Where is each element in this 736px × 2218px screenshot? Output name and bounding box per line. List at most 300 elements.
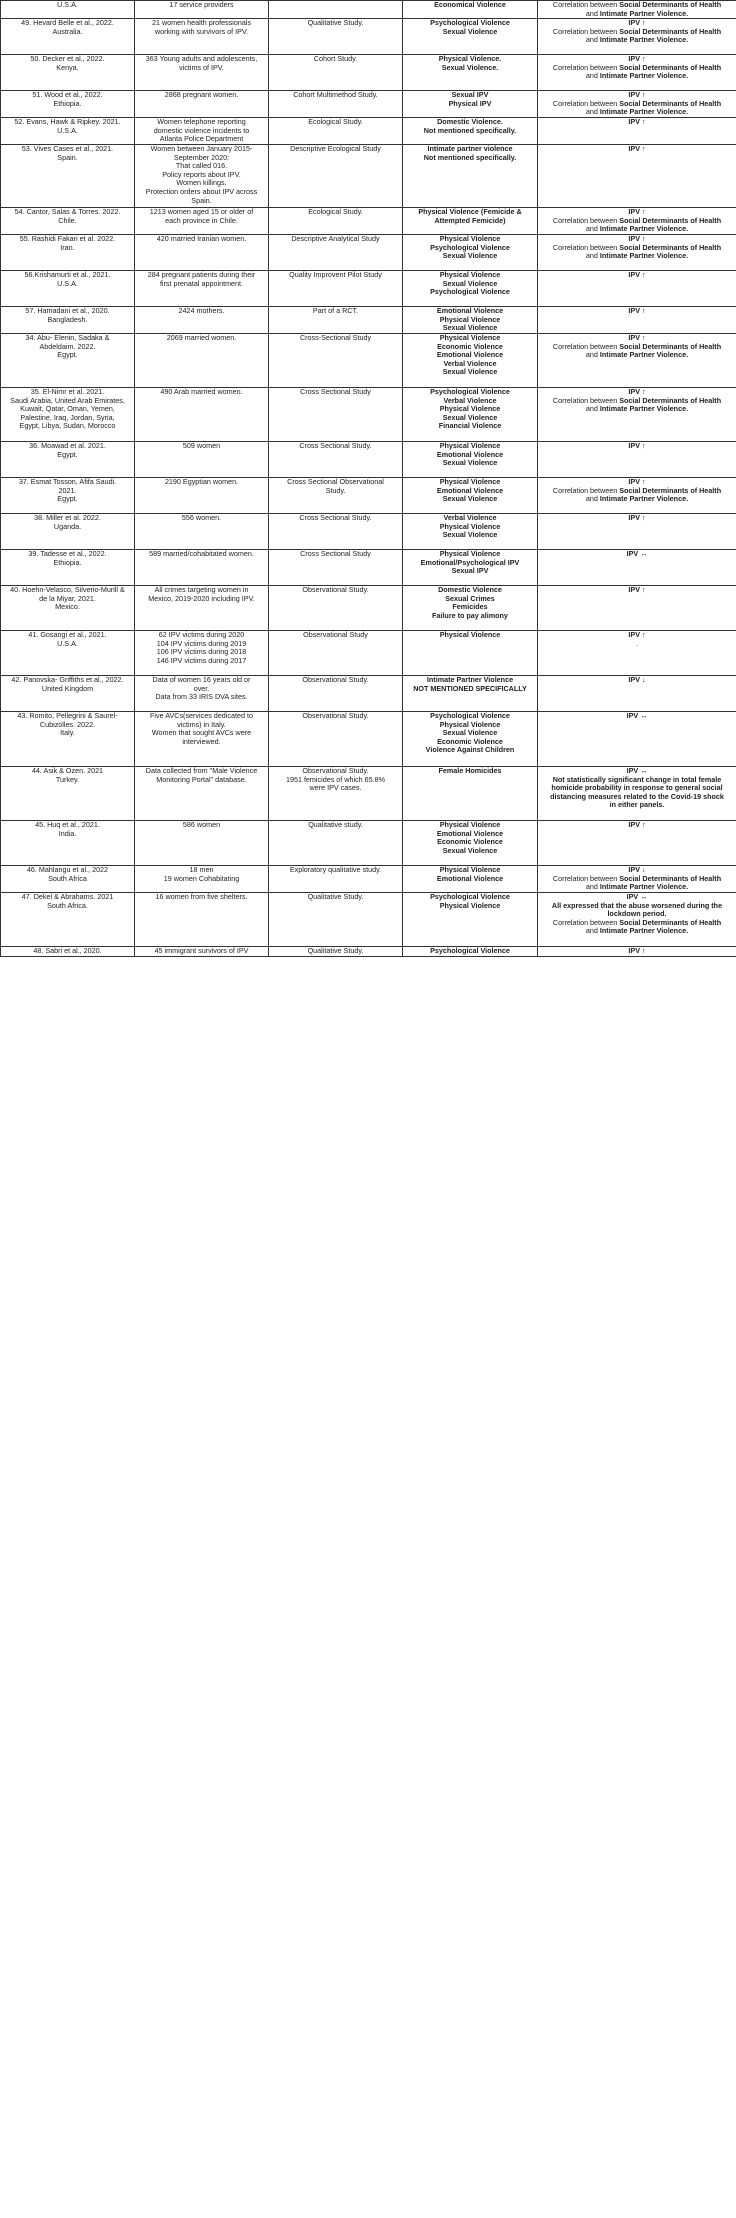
design-cell-line: Cross Sectional Study xyxy=(300,387,371,396)
design-cell-line: Cross Sectional Observational xyxy=(287,477,384,486)
table-row xyxy=(1,19,736,55)
study-cell xyxy=(1,711,135,766)
design-cell xyxy=(269,270,403,306)
study-cell-line: 53. Vives Cases et al., 2021. xyxy=(21,144,114,153)
sample-cell xyxy=(135,306,269,333)
correlation-ipv: Intimate Partner Violence. xyxy=(599,71,689,81)
violence-cell-line: Sexual Violence xyxy=(442,458,498,468)
correlation-and: and xyxy=(585,251,600,261)
sample-cell-line: 2868 pregnant women. xyxy=(164,90,239,100)
study-cell-line: 42. Panovska- Griffiths et al., 2022. xyxy=(11,675,124,684)
violence-cell-line: Physical Violence xyxy=(439,441,501,450)
design-cell xyxy=(269,19,403,55)
sample-cell-line: 589 married/cohabitated women. xyxy=(149,549,254,558)
violence-cell xyxy=(403,711,538,766)
violence-cell-line: Physical Violence xyxy=(439,333,501,342)
table-row xyxy=(1,306,736,333)
ipv-change-indicator: IPV ↑ xyxy=(628,820,646,829)
study-cell-line: Ethiopia. xyxy=(53,98,82,108)
sample-cell-line: 420 married Iranian women. xyxy=(156,234,247,243)
correlation-prefix: Correlation between xyxy=(552,341,620,351)
ipv-change-indicator: IPV ↑ xyxy=(628,90,646,100)
study-cell-line: 55. Rashidi Fakari et al. 2022. xyxy=(19,234,116,243)
violence-cell-line: Failure to pay alimony xyxy=(432,610,508,620)
violence-cell-line: Sexual Violence xyxy=(442,323,498,333)
violence-cell-line: Psychological Violence xyxy=(430,387,510,396)
study-cell-line: Egypt, Libya, Sudan, Morocco xyxy=(19,421,116,431)
violence-cell xyxy=(403,946,538,956)
study-cell-line: Italy. xyxy=(60,728,75,738)
ipv-change-indicator: IPV ↑ xyxy=(628,306,646,315)
study-cell-line: India. xyxy=(58,828,77,838)
violence-cell xyxy=(403,513,538,549)
correlation-and: and xyxy=(585,107,600,117)
correlation-and: and xyxy=(585,494,600,504)
violence-cell xyxy=(403,477,538,513)
ipv-change-indicator: IPV ↑ xyxy=(628,207,646,216)
correlation-ipv: Intimate Partner Violence. xyxy=(599,251,689,261)
sample-cell xyxy=(135,144,269,207)
sample-cell xyxy=(135,766,269,820)
sample-cell xyxy=(135,333,269,387)
sample-cell-line: Atlanta Police Department xyxy=(159,134,244,144)
correlation-note xyxy=(540,487,734,504)
violence-cell-line: Sexual IPV xyxy=(451,90,489,100)
study-cell xyxy=(1,892,135,946)
study-cell xyxy=(1,1,135,19)
design-cell xyxy=(269,55,403,91)
study-cell-line: 41. Gosangi et al., 2021. xyxy=(28,630,107,639)
sample-cell xyxy=(135,234,269,270)
ipv-change-cell xyxy=(538,306,736,333)
correlation-and: and xyxy=(585,882,600,892)
violence-cell-line: Physical Violence xyxy=(439,549,501,558)
violence-cell xyxy=(403,333,538,387)
correlation-note xyxy=(540,875,734,892)
violence-cell-line: Sexual Violence xyxy=(442,412,498,422)
violence-cell xyxy=(403,865,538,892)
violence-cell-line: NOT MENTIONED SPECIFICALLY xyxy=(413,683,527,693)
violence-cell-line: Violence Against Children xyxy=(425,745,515,755)
ipv-change-indicator: IPV ↑ xyxy=(628,630,646,639)
design-cell-line: Cross-Sectional Study xyxy=(299,333,372,342)
study-cell-line: Kuwait, Qatar, Oman, Yemen, xyxy=(20,404,115,414)
study-cell xyxy=(1,55,135,91)
table-row xyxy=(1,117,736,144)
design-cell-line: Cohort Study. xyxy=(313,54,358,64)
violence-cell-line: Physical Violence xyxy=(439,900,501,910)
study-cell xyxy=(1,387,135,441)
violence-cell xyxy=(403,585,538,630)
sample-cell-line: 104 IPV victims during 2019 xyxy=(156,638,247,648)
design-cell xyxy=(269,477,403,513)
study-cell-line: Cubizolles. 2022. xyxy=(39,719,96,729)
ipv-change-cell xyxy=(538,766,736,820)
sample-cell-line: victims of IPV. xyxy=(179,62,224,72)
violence-cell-line: Not mentioned specifically. xyxy=(423,152,517,162)
ipv-change-indicator: IPV ↑ xyxy=(628,585,646,594)
ipv-change-indicator: IPV ↑ xyxy=(628,117,646,126)
sample-cell-line: 18 men xyxy=(189,865,214,874)
sample-cell-line: 2190 Egyptian women. xyxy=(164,477,239,486)
design-cell xyxy=(269,1,403,19)
ipv-change-indicator: IPV ↔ xyxy=(626,549,648,558)
sample-cell-line: 284 pregnant patients during their xyxy=(147,270,256,279)
correlation-and: and xyxy=(585,404,600,414)
design-cell xyxy=(269,711,403,766)
study-cell-line: 51. Wood et al., 2022. xyxy=(32,90,103,100)
design-cell xyxy=(269,946,403,956)
study-cell xyxy=(1,306,135,333)
ipv-change-indicator: IPV ↑ xyxy=(628,946,646,955)
sample-cell-line: 19 women Cohabitating xyxy=(163,873,240,883)
violence-cell xyxy=(403,234,538,270)
violence-cell-line: Verbal Violence xyxy=(443,513,497,522)
ipv-change-cell xyxy=(538,91,736,118)
study-cell-line: Iran. xyxy=(60,242,75,252)
violence-cell xyxy=(403,820,538,865)
study-cell-line: 50. Decker et al., 2022. xyxy=(30,54,105,64)
violence-cell-line: Economic Violence xyxy=(437,736,503,746)
design-cell xyxy=(269,91,403,118)
violence-cell-line: Emotional Violence xyxy=(436,828,504,838)
violence-cell xyxy=(403,1,538,19)
design-cell-line: Quality Improvent Pilot Study xyxy=(289,270,382,279)
design-cell xyxy=(269,892,403,946)
sample-cell-line: 490 Arab married women. xyxy=(160,387,243,396)
sample-cell-line: domestic violence incidents to xyxy=(153,125,250,135)
study-cell-line: U.S.A. xyxy=(57,125,78,135)
study-cell xyxy=(1,441,135,477)
violence-cell-line: Physical Violence xyxy=(439,404,501,414)
violence-cell-line: Economic Violence xyxy=(437,341,503,351)
sample-cell-line: Data from 33 IRIS DVA sites. xyxy=(155,692,248,702)
sample-cell-line: Policy reports about IPV. xyxy=(162,169,241,179)
correlation-ipv: Intimate Partner Violence. xyxy=(599,8,689,18)
study-cell-line: Egypt. xyxy=(57,449,78,459)
violence-cell xyxy=(403,19,538,55)
violence-cell xyxy=(403,144,538,207)
ipv-change-cell xyxy=(538,892,736,946)
violence-cell xyxy=(403,387,538,441)
correlation-ipv: Intimate Partner Violence. xyxy=(599,882,689,892)
violence-cell xyxy=(403,441,538,477)
sample-cell xyxy=(135,513,269,549)
ipv-note-line: lockdown period. xyxy=(607,909,667,919)
design-cell-line: Observational Study xyxy=(303,630,368,639)
sample-cell xyxy=(135,270,269,306)
violence-cell-line: Economic Violence xyxy=(437,837,503,847)
violence-cell-line: Physical IPV xyxy=(448,98,492,108)
study-cell-line: Chile. xyxy=(58,215,77,225)
sample-cell-line: 106 IPV victims during 2018 xyxy=(156,647,247,657)
correlation-sdh: Social Determinants of Health xyxy=(619,98,722,108)
correlation-sdh: Social Determinants of Health xyxy=(619,0,722,9)
design-cell xyxy=(269,549,403,585)
ipv-change-indicator: IPV ↑ xyxy=(628,234,646,243)
study-cell-line: 47. Dekel & Abrahams. 2021 xyxy=(21,892,114,901)
sample-cell-line: victims) in Italy. xyxy=(177,719,226,729)
design-cell xyxy=(269,675,403,711)
study-cell-line: Turkey. xyxy=(55,774,80,784)
design-cell-line: Cross Sectional Study. xyxy=(299,441,372,450)
study-cell-line: de la Miyar, 2021. xyxy=(39,593,96,603)
sample-cell xyxy=(135,946,269,956)
design-cell-line: Qualitative study. xyxy=(308,820,363,829)
study-cell-line: 52. Evans, Hawk & Ripkey. 2021. xyxy=(14,117,121,126)
correlation-note xyxy=(540,28,734,45)
correlation-and: and xyxy=(585,224,600,234)
violence-cell-line: Psychological Violence xyxy=(430,287,510,297)
ipv-change-indicator: IPV ↑ xyxy=(628,144,646,153)
table-row xyxy=(1,270,736,306)
violence-cell-line: Psychological Violence xyxy=(430,946,510,955)
study-cell xyxy=(1,91,135,118)
correlation-and: and xyxy=(585,35,600,45)
violence-cell-line: Sexual Violence xyxy=(442,26,498,36)
violence-cell-line: Sexual Crimes xyxy=(445,593,495,603)
sample-cell-line: 17 service providers xyxy=(169,0,234,9)
study-cell-line: U.S.A. xyxy=(57,638,78,648)
sample-cell xyxy=(135,91,269,118)
study-cell-line: 34. Abu- Elenin, Sadaka & xyxy=(25,333,110,342)
study-cell-line: 38. Miller et al. 2022. xyxy=(34,513,101,522)
sample-cell-line: Data of women 16 years old or xyxy=(152,675,251,684)
ipv-extra-mark: . xyxy=(636,638,638,648)
violence-cell-line: Psychological Violence xyxy=(430,242,510,252)
sample-cell-line: Spain. xyxy=(191,195,212,205)
correlation-prefix: Correlation between xyxy=(552,0,620,9)
ipv-change-cell xyxy=(538,144,736,207)
sample-cell-line: first prenatal appointment. xyxy=(159,278,244,288)
study-cell xyxy=(1,207,135,234)
sample-cell xyxy=(135,117,269,144)
ipv-change-cell xyxy=(538,630,736,675)
ipv-change-cell xyxy=(538,513,736,549)
table-row xyxy=(1,144,736,207)
design-cell-line: Qualitative Study. xyxy=(307,946,364,955)
violence-cell-line: Physical Violence xyxy=(439,630,501,639)
violence-cell-line: Sexual Violence xyxy=(442,845,498,855)
ipv-note-line: distancing measures related to the Covid-19 shock xyxy=(550,791,724,801)
study-cell xyxy=(1,234,135,270)
ipv-change-indicator: IPV ↔ xyxy=(626,711,648,720)
violence-cell-line: Physical Violence xyxy=(439,521,501,531)
ipv-studies-table xyxy=(0,0,736,957)
ipv-change-cell xyxy=(538,820,736,865)
design-cell-line: Study. xyxy=(325,485,346,495)
violence-cell-line: Verbal Violence xyxy=(443,395,497,405)
correlation-prefix: Correlation between xyxy=(552,873,620,883)
correlation-prefix: Correlation between xyxy=(552,26,620,36)
violence-cell xyxy=(403,675,538,711)
violence-cell-line: Sexual IPV xyxy=(451,566,489,576)
correlation-sdh: Social Determinants of Health xyxy=(619,215,722,225)
violence-cell-line: Physical Violence. xyxy=(438,54,502,64)
correlation-prefix: Correlation between xyxy=(552,98,620,108)
ipv-note-line: in either panels. xyxy=(609,800,665,810)
correlation-sdh: Social Determinants of Health xyxy=(619,873,722,883)
correlation-prefix: Correlation between xyxy=(552,215,620,225)
table-row xyxy=(1,630,736,675)
violence-cell-line: Physical Violence xyxy=(439,270,501,279)
correlation-sdh: Social Determinants of Health xyxy=(619,485,722,495)
table-row xyxy=(1,946,736,956)
sample-cell-line: interviewed. xyxy=(182,736,221,746)
correlation-ipv: Intimate Partner Violence. xyxy=(599,494,689,504)
study-cell xyxy=(1,630,135,675)
violence-cell-line: Financial Violence xyxy=(438,421,502,431)
ipv-change-cell xyxy=(538,387,736,441)
study-cell-line: United Kingdom xyxy=(41,683,94,693)
study-cell-line: U.S.A. xyxy=(57,0,78,9)
ipv-change-cell xyxy=(538,865,736,892)
correlation-ipv: Intimate Partner Violence. xyxy=(599,350,689,360)
design-cell-line: were IPV cases. xyxy=(309,783,362,793)
table-row xyxy=(1,675,736,711)
violence-cell-line: Physical Violence xyxy=(439,865,501,874)
ipv-change-indicator: IPV ↑ xyxy=(628,270,646,279)
correlation-ipv: Intimate Partner Violence. xyxy=(599,404,689,414)
sample-cell-line: Five AVCs(services dedicated to xyxy=(150,711,253,720)
sample-cell-line: Women that sought AVCs were xyxy=(151,728,252,738)
ipv-change-cell xyxy=(538,549,736,585)
violence-cell-line: Emotional Violence xyxy=(436,873,504,883)
sample-cell-line: Protection orders about IPV across xyxy=(145,186,258,196)
sample-cell xyxy=(135,675,269,711)
correlation-sdh: Social Determinants of Health xyxy=(619,395,722,405)
design-cell-line: Cross Sectional Study xyxy=(300,549,371,558)
design-cell-line: Qualitative Study. xyxy=(307,18,364,28)
correlation-sdh: Social Determinants of Health xyxy=(619,917,722,927)
design-cell-line: Observational Study. xyxy=(302,675,369,684)
sample-cell-line: 45 immigrant survivors of IPV xyxy=(154,946,249,955)
study-cell-line: Bangladesh. xyxy=(47,314,88,324)
sample-cell-line: 509 women xyxy=(182,441,221,450)
violence-cell-line: Domestic Violence. xyxy=(437,117,503,126)
violence-cell xyxy=(403,892,538,946)
design-cell xyxy=(269,333,403,387)
ipv-change-indicator: IPV ↓ xyxy=(628,675,646,684)
study-cell-line: 36. Moawad et al. 2021. xyxy=(29,441,106,450)
study-cell xyxy=(1,19,135,55)
ipv-change-cell xyxy=(538,585,736,630)
table-row xyxy=(1,549,736,585)
sample-cell-line: 62 IPV victims during 2020 xyxy=(158,630,245,639)
study-cell xyxy=(1,820,135,865)
violence-cell-line: Emotional Violence xyxy=(436,306,504,315)
violence-cell-line: Sexual Violence xyxy=(442,728,498,738)
study-cell-line: 46. Mahlangu et al., 2022 xyxy=(26,865,109,874)
correlation-ipv: Intimate Partner Violence. xyxy=(599,926,689,936)
study-cell-line: 2021. xyxy=(58,485,77,495)
table-row xyxy=(1,387,736,441)
correlation-note xyxy=(540,1,734,18)
study-cell xyxy=(1,766,135,820)
study-cell-line: Spain. xyxy=(57,152,78,162)
sample-cell-line: 21 women health professionals xyxy=(151,18,252,28)
ipv-change-indicator: IPV ↔ xyxy=(626,892,648,901)
correlation-ipv: Intimate Partner Violence. xyxy=(599,224,689,234)
correlation-and: and xyxy=(585,926,600,936)
study-cell-line: 40. Hoehn-Velasco, Silverio-Murill & xyxy=(10,585,125,594)
study-cell-line: Palestine, Iraq, Jordan, Syria, xyxy=(20,412,115,422)
study-cell xyxy=(1,477,135,513)
study-cell-line: 56.Krishamurti et al., 2021. xyxy=(24,270,111,279)
design-cell-line: Observational Study. xyxy=(302,711,369,720)
table-row xyxy=(1,441,736,477)
correlation-note xyxy=(540,217,734,234)
sample-cell-line: working with survivors of IPV. xyxy=(154,26,249,36)
ipv-note-line: Not statistically significant change in total female xyxy=(552,774,722,784)
ipv-change-indicator: IPV ↑ xyxy=(628,441,646,450)
sample-cell xyxy=(135,711,269,766)
violence-cell-line: Emotional Violence xyxy=(436,350,504,360)
correlation-note xyxy=(540,244,734,261)
ipv-change-cell xyxy=(538,234,736,270)
study-cell-line: Uganda. xyxy=(53,521,82,531)
design-cell xyxy=(269,144,403,207)
violence-cell-line: Physical Violence xyxy=(439,719,501,729)
sample-cell xyxy=(135,892,269,946)
correlation-note xyxy=(540,343,734,360)
sample-cell xyxy=(135,549,269,585)
ipv-note-line: All expressed that the abuse worsened during the xyxy=(551,900,723,910)
violence-cell-line: Psychological Violence xyxy=(430,711,510,720)
ipv-change-indicator: IPV ↑ xyxy=(628,387,646,396)
ipv-change-indicator: IPV ↑ xyxy=(628,513,646,522)
violence-cell-line: Intimate partner violence xyxy=(427,144,513,153)
ipv-change-cell xyxy=(538,675,736,711)
design-cell-line: Descriptive Ecological Study xyxy=(290,144,381,153)
sample-cell-line: over. xyxy=(193,683,210,693)
design-cell-line: Observational Study. xyxy=(302,585,369,594)
ipv-change-cell xyxy=(538,117,736,144)
violence-cell-line: Sexual Violence xyxy=(442,530,498,540)
violence-cell-line: Physical Violence xyxy=(439,820,501,829)
study-cell-line: Ethiopia. xyxy=(53,557,82,567)
violence-cell-line: Sexual Violence xyxy=(442,251,498,261)
study-cell-line: 45. Huq et al., 2021. xyxy=(35,820,100,829)
correlation-and: and xyxy=(585,350,600,360)
table-body xyxy=(1,1,736,957)
table-row xyxy=(1,234,736,270)
violence-cell-line: Sexual Violence xyxy=(442,367,498,377)
sample-cell xyxy=(135,387,269,441)
violence-cell-line: Female Homicides xyxy=(438,766,502,775)
ipv-change-cell xyxy=(538,711,736,766)
design-cell xyxy=(269,207,403,234)
ipv-change-indicator: IPV ↑ xyxy=(628,333,646,342)
table-row xyxy=(1,477,736,513)
violence-cell-line: Sexual Violence xyxy=(442,494,498,504)
table-row xyxy=(1,865,736,892)
design-cell xyxy=(269,820,403,865)
study-cell xyxy=(1,946,135,956)
violence-cell xyxy=(403,55,538,91)
table-row xyxy=(1,207,736,234)
sample-cell xyxy=(135,55,269,91)
design-cell-line: Cohort Multimethod Study. xyxy=(293,90,378,100)
study-cell xyxy=(1,585,135,630)
violence-cell-line: Physical Violence xyxy=(439,314,501,324)
study-cell xyxy=(1,333,135,387)
ipv-change-indicator: IPV ↔ xyxy=(626,766,648,775)
ipv-change-indicator: IPV ↑ xyxy=(628,54,646,64)
correlation-and: and xyxy=(585,8,600,18)
correlation-sdh: Social Determinants of Health xyxy=(619,62,722,72)
study-cell-line: Saudi Arabia, United Arab Emirates, xyxy=(10,395,125,405)
